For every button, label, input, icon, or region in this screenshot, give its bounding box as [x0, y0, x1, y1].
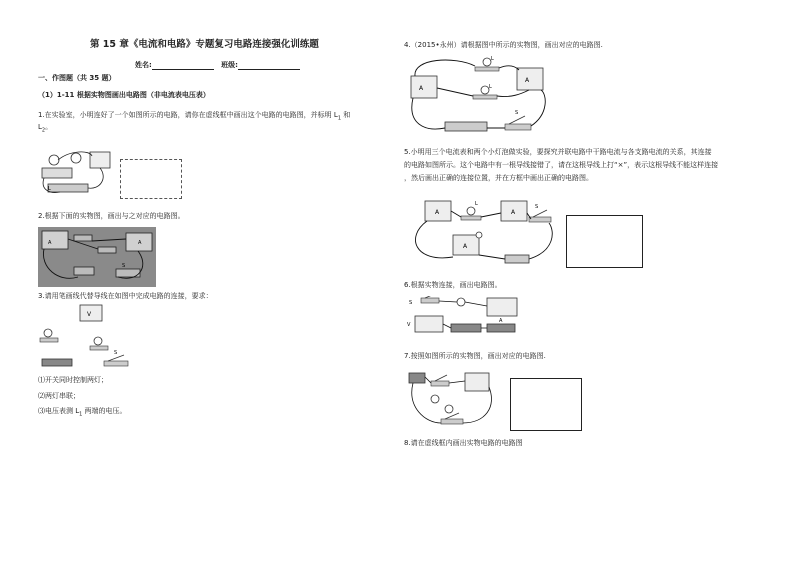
class-label: 班级:: [221, 61, 238, 69]
q5-circuit-figure: [405, 197, 555, 269]
q2-text: 2.根据下面的实物图，画出与之对应的电路图。: [38, 212, 185, 220]
name-field: [135, 60, 300, 70]
q7-text: 7.按照如图所示的实物图，画出对应的电路图.: [404, 352, 546, 360]
svg-text:S: S: [122, 263, 126, 269]
q3-text: 3.请用笔画线代替导线在如图中完成电路的连接，要求：: [38, 292, 213, 300]
q1-answer-box[interactable]: [120, 159, 182, 199]
q2-photo-figure: [38, 227, 156, 287]
svg-text:L: L: [48, 186, 51, 192]
q7-answer-box[interactable]: [510, 378, 582, 431]
svg-text:L: L: [489, 84, 492, 90]
q3-req3: ⑶电压表测 $L_1$ 两端的电压。: [38, 407, 127, 418]
svg-text:A: A: [511, 209, 516, 216]
q4-text: 4.（2015•永州）请根据图中所示的实物图，画出对应的电路图.: [404, 41, 603, 49]
svg-text:A: A: [435, 209, 440, 216]
q8-text: 8.请在虚线框内画出实物电路的电路图: [404, 439, 523, 447]
q5-text-line1: 5.小明用三个电流表和两个小灯泡做实验，要探究并联电路中干路电流与各支路电流的关系，其连接: [404, 148, 712, 156]
section-heading: 一、作图题（共 35 题）: [38, 74, 116, 82]
svg-text:A: A: [499, 318, 503, 324]
q5-text-line2: 的电路如图所示。这个电路中有一根导线接错了，请在这根导线上打“×”，表示这根导线不能这样连接: [404, 161, 719, 169]
svg-text:A: A: [463, 243, 468, 250]
q3-req2: ⑵两灯串联；: [38, 392, 80, 400]
svg-text:A: A: [525, 77, 530, 84]
class-blank: [238, 61, 300, 70]
svg-text:V: V: [87, 311, 92, 318]
q5-text-line3: ，然后画出正确的连接位置，并在方框中画出正确的电路图。: [404, 174, 593, 182]
svg-text:L: L: [475, 201, 478, 207]
svg-text:S: S: [515, 110, 519, 116]
svg-text:A: A: [48, 240, 52, 246]
name-blank: [152, 61, 214, 70]
q4-circuit-figure: [405, 54, 553, 140]
svg-text:A: A: [419, 85, 424, 92]
q3-components-figure: [38, 303, 134, 373]
q3-req1: ⑴开关同时控制两灯；: [38, 376, 108, 384]
q1-text-line2: $L_2$。: [38, 123, 53, 134]
q1-text: 1.在实验室，小明连好了一个如图所示的电路，请你在虚线框中画出这个电路的电路图，并标明 $L_1$ 和: [38, 111, 351, 122]
q1-circuit-figure: [40, 148, 120, 198]
q5-answer-box[interactable]: [566, 215, 643, 268]
q6-text: 6.根据实物连接，画出电路图。: [404, 281, 502, 289]
svg-text:L: L: [491, 56, 494, 62]
svg-text:S: S: [114, 350, 118, 356]
section-subheading: （1）1-11 根据实物图画出电路图（非电流表电压表）: [38, 91, 210, 99]
q7-circuit-figure: [405, 367, 493, 427]
svg-text:S: S: [409, 300, 413, 306]
page-title: 第 15 章《电流和电路》专题复习电路连接强化训练题: [90, 39, 319, 50]
svg-text:V: V: [407, 322, 411, 328]
svg-text:S: S: [535, 204, 539, 210]
svg-text:A: A: [138, 240, 142, 246]
name-label: 姓名:: [135, 61, 152, 69]
q6-circuit-figure: [405, 296, 525, 336]
